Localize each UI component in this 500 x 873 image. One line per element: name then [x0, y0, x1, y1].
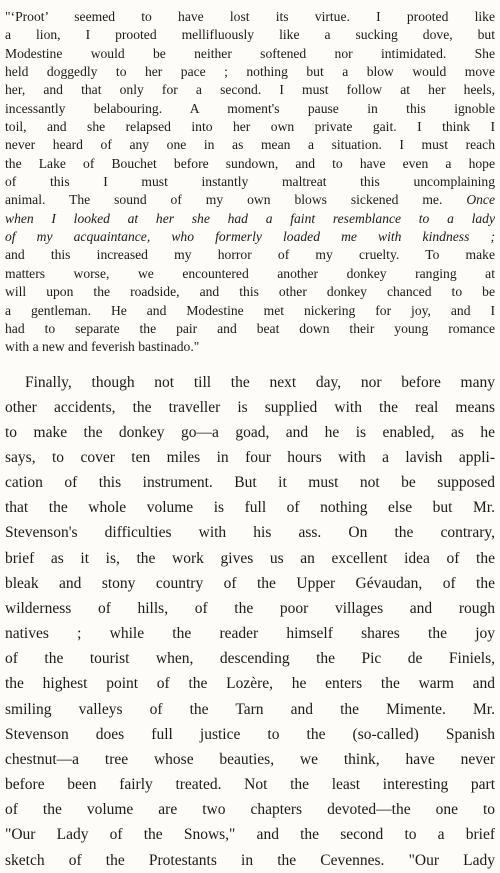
quote-line: matters worse, we encountered another donkey ranging at [5, 265, 495, 281]
quote-line: her, and that only for a second. I must follow at her heels, [5, 82, 495, 98]
body-line: Finally, though not till the next day, nor before many [25, 373, 495, 391]
quote-roman-segment: animal. The sound of my own blows sickened me. [5, 192, 443, 208]
body-line: "Our Lady of the Snows," and the second to a brief [5, 826, 495, 844]
quote-line: toil, and she relapsed into her own private gait. I think I [5, 119, 495, 135]
quote-line: a lion, I prooted mellifluously like a sucking dove, but [5, 27, 495, 43]
quote-italic-line: of my acquaintance, who formerly loaded me with kindness ; [5, 229, 495, 245]
body-line: sketch of the Protestants in the Cevennes. "Our Lady [5, 851, 495, 869]
body-line: cation of this instrument. But it must not be supposed [5, 474, 495, 492]
body-line: smiling valleys of the Tarn and the Mimente. Mr. [5, 700, 495, 718]
body-line: to make the donkey go—a goad, and he is enabled, as he [5, 423, 495, 441]
quote-line: of this I must instantly maltreat this uncomplaining [5, 174, 495, 190]
block-quote [5, 8, 495, 357]
body-line: before been fairly treated. Not the least interesting part [5, 776, 495, 794]
quote-line: incessantly belabouring. A moment's pause in this ignoble [5, 100, 495, 116]
quote-line: Modestine would be neither softened nor intimidated. She [5, 45, 495, 61]
body-paragraph [5, 370, 495, 873]
body-line: chestnut—a tree whose beauties, we think, have never [5, 750, 495, 768]
quote-line: and this increased my horror of my cruelty. To make [5, 247, 495, 263]
body-line: of the tourist when, descending the Pic de Finiels, [5, 650, 495, 668]
quote-line: with a new and feverish bastinado." [5, 339, 200, 355]
body-line: says, to cover ten miles in four hours with a lavish appli- [5, 449, 495, 466]
quote-line: a gentleman. He and Modestine met nickering for joy, and I [5, 302, 495, 318]
body-line: brief as it is, the work gives us an excellent idea of the [5, 549, 495, 567]
body-line: natives ; while the reader himself shares the joy [5, 625, 495, 643]
quote-italic-line: when I looked at her she had a faint resemblance to a lady [5, 210, 495, 226]
body-line: Stevenson does full justice to the (so-called) Spanish [5, 725, 495, 743]
body-line: bleak and stony country of the Upper Gévaudan, of the [5, 574, 495, 592]
body-line: other accidents, the traveller is supplied with the real means [5, 398, 495, 416]
body-line: the highest point of the Lozère, he enters the warm and [5, 675, 495, 693]
quote-line-mixed [5, 191, 495, 209]
body-line: Stevenson's difficulties with his ass. On the contrary, [5, 524, 495, 542]
quote-line: will upon the roadside, and this other donkey chanced to be [5, 284, 495, 300]
body-line: of the volume are two chapters devoted—the one to [5, 801, 495, 819]
quote-italic-segment: Once [466, 192, 495, 208]
quote-line: "‘Proot’ seemed to have lost its virtue. I prooted like [5, 9, 495, 24]
body-line: wilderness of hills, of the poor villages and rough [5, 599, 495, 617]
quote-line: the Lake of Bouchet before sundown, and to have even a hope [5, 155, 495, 171]
quote-line: had to separate the pair and beat down their young romance [5, 320, 495, 336]
quote-line: held doggedly to her pace ; nothing but a blow would move [5, 64, 495, 80]
body-line: that the whole volume is full of nothing else but Mr. [5, 499, 495, 517]
quote-line: never heard of any one in as mean a situation. I must reach [5, 137, 495, 153]
